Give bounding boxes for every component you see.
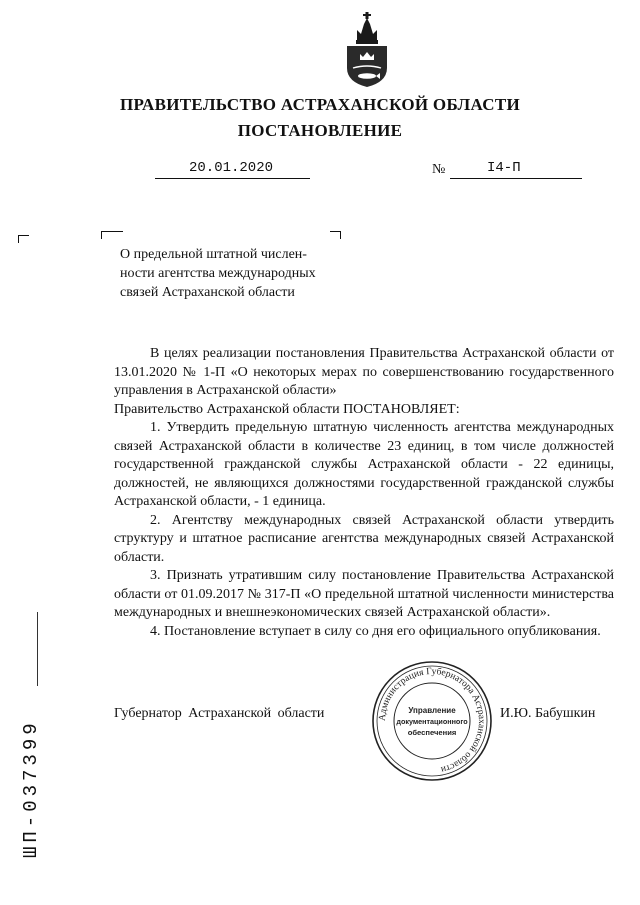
date-field: [155, 160, 310, 179]
document-number: I4-П: [487, 160, 521, 176]
corner-mark-subject-left-2: [109, 231, 123, 239]
resolution-item: 2. Агентству международных связей Астраханской области утвердить структуру и штатное расписание агентства международных связей Астраханской области.: [114, 512, 614, 565]
stamp-ring-text: Администрация Губернатора Астраханской области: [376, 665, 488, 776]
resolution-item: 1. Утвердить предельную штатную численность агентства международных связей Астраханской области в количестве 23 единиц, в том числе должностей государственной гражданской службы Астраханской области - 22 единицы, должностей, не являющихся должностями государственной гражданской службы Астраханской области, - 1 единица.: [114, 420, 614, 509]
corner-mark-subject-right: [330, 231, 341, 239]
resolves-line: Правительство Астраханской области ПОСТАНОВЛЯЕТ:: [114, 401, 460, 417]
signatory-title: Губернатор Астраханской области: [114, 706, 325, 721]
registration-code: ШП-037399: [20, 719, 42, 858]
official-stamp: [371, 660, 493, 782]
document-body: [114, 345, 614, 641]
signatory-name: И.Ю. Бабушкин: [500, 706, 596, 721]
stamp-center-line: обеспечения: [407, 728, 457, 737]
resolution-item: 4. Постановление вступает в силу со дня его официального опубликования.: [150, 623, 601, 639]
resolution-item: 3. Признать утратившим силу постановление Правительства Астраханской области от 01.09.2017 № 317-П «О предельной штатной численности министерства международных и внешнеэкономических связей Астраханской области».: [114, 568, 614, 620]
subject-line: ности агентства международных: [120, 266, 316, 281]
document-date: 20.01.2020: [189, 160, 274, 176]
subject-line: О предельной штатной числен-: [120, 247, 307, 262]
stamp-center-line: Управление: [408, 706, 456, 715]
number-field: [450, 160, 582, 179]
corner-mark-left: [18, 235, 29, 243]
document-org-title: ПРАВИТЕЛЬСТВО АСТРАХАНСКОЙ ОБЛАСТИ: [120, 95, 520, 114]
document-subject: [120, 245, 340, 302]
preamble-paragraph: В целях реализации постановления Правительства Астраханской области от 13.01.2020 № 1-П «О некоторых мерах по совершенствованию государственного управления в Астраханской области»: [114, 346, 614, 398]
coat-of-arms-emblem: [344, 10, 390, 88]
stamp-center-line: документационного: [396, 717, 468, 726]
number-sign: №: [432, 162, 446, 177]
margin-line: [37, 612, 38, 686]
subject-line: связей Астраханской области: [120, 285, 295, 300]
document-type-title: ПОСТАНОВЛЕНИЕ: [237, 121, 403, 140]
